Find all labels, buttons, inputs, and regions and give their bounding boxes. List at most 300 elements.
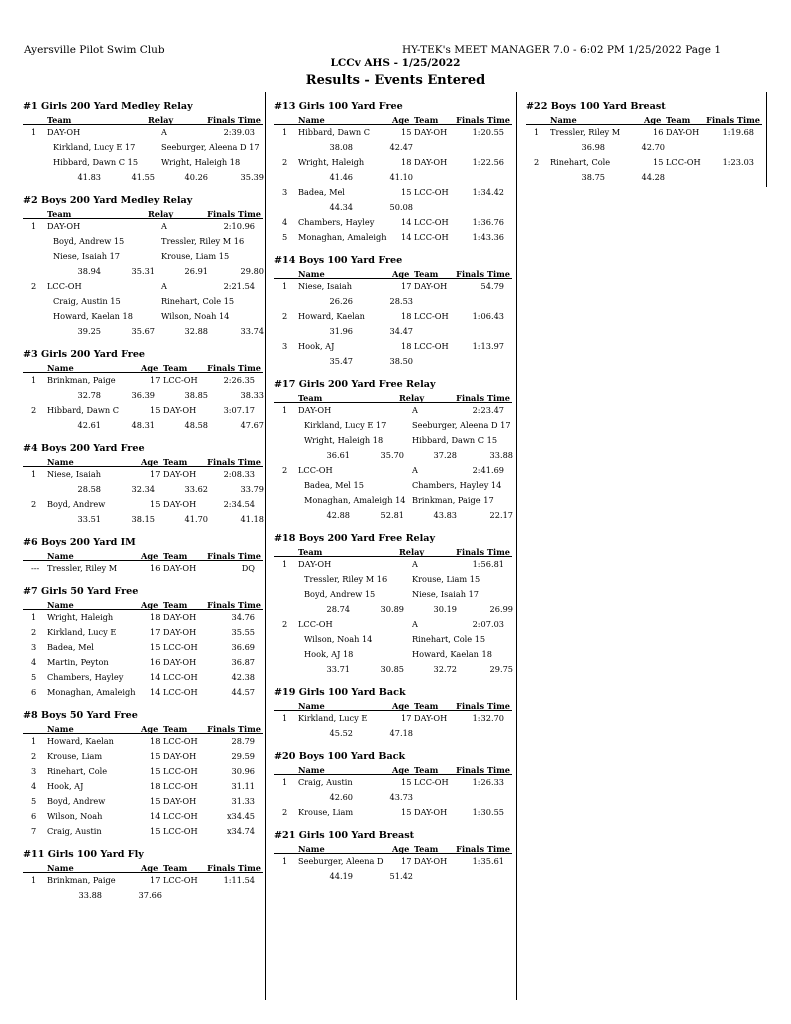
page-title: Results - Events Entered — [305, 73, 486, 88]
swimmer-name: Boyd, Andrew — [47, 499, 106, 509]
swimmer-name: Rinehart, Cole — [47, 766, 108, 776]
split-time: 43.83 — [433, 510, 457, 520]
split-time: 47.18 — [389, 728, 413, 738]
results-column-2 — [274, 100, 512, 893]
age: 15 — [150, 796, 161, 806]
split-time: 38.50 — [389, 356, 413, 366]
split-time: 32.34 — [131, 484, 155, 494]
split-time: 42.70 — [641, 142, 665, 152]
result-row — [274, 309, 512, 324]
header-finals-time: Finals Time — [456, 269, 510, 279]
finals-time: 30.96 — [231, 766, 255, 776]
header-finals-time: Finals Time — [207, 457, 261, 467]
team: DAY-OH — [163, 612, 197, 622]
column-divider — [516, 92, 517, 1000]
header-finals-time: Finals Time — [207, 724, 261, 734]
relay-swimmer: Krouse, Liam 15 — [161, 251, 230, 261]
result-row — [23, 610, 263, 625]
result-row — [274, 433, 512, 448]
finals-time: 1:36.76 — [472, 217, 504, 227]
result-row — [274, 354, 512, 369]
split-time: 31.96 — [329, 326, 353, 336]
split-time: 38.08 — [329, 142, 353, 152]
header-team: Team — [163, 457, 188, 467]
relay-letter: A — [412, 405, 418, 415]
relay-swimmer: Kirkland, Lucy E 17 — [53, 142, 136, 152]
header-finals-time: Finals Time — [456, 115, 510, 125]
finals-time: DQ — [241, 563, 255, 573]
results-header — [23, 722, 263, 734]
result-row — [274, 478, 512, 493]
split-time: 29.80 — [240, 266, 264, 276]
event-title: #20 Boys 100 Yard Back — [274, 751, 406, 762]
split-time: 30.85 — [380, 664, 404, 674]
place: 2 — [31, 627, 37, 637]
header-team: Team — [414, 701, 439, 711]
header-finals-time: Finals Time — [207, 863, 261, 873]
result-row — [274, 711, 512, 726]
age: 18 — [401, 311, 412, 321]
finals-time: 28.79 — [231, 736, 255, 746]
result-row — [23, 625, 263, 640]
header-team: Team — [298, 547, 323, 557]
finals-time: 1:13.97 — [472, 341, 504, 351]
finals-time: 2:26.35 — [223, 375, 255, 385]
swimmer-name: Niese, Isaiah — [298, 281, 352, 291]
result-row — [23, 309, 263, 324]
header-age: Age — [644, 115, 662, 125]
split-time: 30.89 — [380, 604, 404, 614]
split-time: 48.58 — [184, 420, 208, 430]
age: 18 — [401, 157, 412, 167]
swimmer-name: Wright, Haleigh — [47, 612, 114, 622]
team: DAY-OH — [414, 157, 448, 167]
result-row — [274, 200, 512, 215]
column-divider — [766, 92, 767, 187]
swimmer-name: Chambers, Hayley — [47, 672, 124, 682]
finals-time: 2:23.47 — [472, 405, 504, 415]
place: 3 — [282, 341, 288, 351]
header-team: Team — [163, 600, 188, 610]
finals-time: 1:26.33 — [472, 777, 504, 787]
swimmer-name: Howard, Kaelan — [298, 311, 365, 321]
place: 2 — [282, 807, 288, 817]
split-time: 34.47 — [389, 326, 413, 336]
finals-time: x34.74 — [226, 826, 255, 836]
event-title: #6 Boys 200 Yard IM — [23, 537, 136, 548]
software-info: HY-TEK's MEET MANAGER 7.0 - 6:02 PM 1/25/2022 Page 1 — [401, 44, 721, 56]
split-time: 41.10 — [389, 172, 413, 182]
results-header — [23, 549, 263, 561]
place: 1 — [31, 221, 37, 231]
results-header — [274, 699, 512, 711]
result-row — [274, 662, 512, 677]
results-column-1 — [23, 100, 263, 912]
team: DAY-OH — [414, 281, 448, 291]
relay-swimmer: Seeburger, Aleena D 17 — [161, 142, 260, 152]
finals-time: 2:21.54 — [223, 281, 255, 291]
relay-swimmer: Tressler, Riley M 16 — [161, 236, 245, 246]
header-age: Age — [141, 363, 159, 373]
place: 1 — [534, 127, 540, 137]
result-row — [274, 854, 512, 869]
age: 15 — [150, 751, 161, 761]
split-time: 44.28 — [641, 172, 665, 182]
event-block — [274, 829, 512, 884]
age: 18 — [150, 736, 161, 746]
split-time: 44.34 — [329, 202, 353, 212]
split-time: 41.18 — [240, 514, 264, 524]
relay-swimmer: Hibbard, Dawn C 15 — [412, 435, 498, 445]
header-name: Name — [298, 115, 325, 125]
split-time: 28.74 — [326, 604, 350, 614]
result-row — [23, 685, 263, 700]
event-block — [274, 254, 512, 369]
event-title: #4 Boys 200 Yard Free — [23, 443, 145, 454]
header-relay: Relay — [399, 547, 425, 557]
relay-swimmer: Rinehart, Cole 15 — [412, 634, 486, 644]
split-time: 47.67 — [240, 420, 264, 430]
split-time: 51.42 — [389, 871, 413, 881]
event-block — [23, 194, 263, 339]
split-time: 33.79 — [240, 484, 264, 494]
place: 4 — [31, 657, 37, 667]
swimmer-name: Monaghan, Amaleigh — [47, 687, 136, 697]
result-row — [274, 805, 512, 820]
relay-swimmer: Boyd, Andrew 15 — [304, 589, 376, 599]
header-team: Team — [414, 115, 439, 125]
relay-swimmer: Wilson, Noah 14 — [161, 311, 230, 321]
swimmer-name: Rinehart, Cole — [550, 157, 611, 167]
split-time: 35.70 — [380, 450, 404, 460]
place: 1 — [31, 612, 37, 622]
team: LCC-OH — [47, 281, 82, 291]
event-title: #7 Girls 50 Yard Free — [23, 586, 139, 597]
team: LCC-OH — [163, 875, 198, 885]
relay-swimmer: Kirkland, Lucy E 17 — [304, 420, 387, 430]
age: 18 — [401, 341, 412, 351]
result-row — [526, 170, 762, 185]
result-row — [23, 482, 263, 497]
header-finals-time: Finals Time — [456, 765, 510, 775]
result-row — [23, 170, 263, 185]
relay-swimmer: Craig, Austin 15 — [53, 296, 121, 306]
split-time: 26.99 — [489, 604, 513, 614]
result-row — [23, 873, 263, 888]
relay-swimmer: Badea, Mel 15 — [304, 480, 364, 490]
place: 3 — [31, 766, 37, 776]
team: DAY-OH — [163, 405, 197, 415]
swimmer-name: Martin, Peyton — [47, 657, 109, 667]
header-finals-time: Finals Time — [456, 844, 510, 854]
result-row — [274, 140, 512, 155]
age: 14 — [401, 232, 412, 242]
header-age: Age — [141, 600, 159, 610]
finals-time: 44.57 — [231, 687, 255, 697]
split-time: 43.73 — [389, 792, 413, 802]
relay-swimmer: Howard, Kaelan 18 — [53, 311, 133, 321]
header-team: Team — [163, 363, 188, 373]
age: 18 — [150, 612, 161, 622]
team: LCC-OH — [414, 217, 449, 227]
result-row — [274, 170, 512, 185]
place: 2 — [282, 619, 288, 629]
split-time: 41.55 — [131, 172, 155, 182]
result-row — [23, 734, 263, 749]
age: 14 — [150, 672, 161, 682]
place: 4 — [282, 217, 288, 227]
result-row — [274, 215, 512, 230]
header-finals-time: Finals Time — [207, 115, 261, 125]
place: 1 — [31, 469, 37, 479]
result-row — [274, 493, 512, 508]
result-row — [23, 497, 263, 512]
swimmer-name: Boyd, Andrew — [47, 796, 106, 806]
header-age: Age — [392, 844, 410, 854]
result-row — [274, 155, 512, 170]
relay-swimmer: Wilson, Noah 14 — [304, 634, 373, 644]
header-finals-time: Finals Time — [207, 551, 261, 561]
finals-time: 2:07.03 — [472, 619, 504, 629]
result-row — [274, 279, 512, 294]
header-finals-time: Finals Time — [456, 701, 510, 711]
header-team: Team — [666, 115, 691, 125]
event-block — [23, 348, 263, 433]
team: LCC-OH — [163, 766, 198, 776]
split-time: 50.08 — [389, 202, 413, 212]
relay-letter: A — [161, 127, 167, 137]
header-name: Name — [298, 701, 325, 711]
relay-swimmer: Monaghan, Amaleigh 14 — [304, 495, 406, 505]
result-row — [23, 249, 263, 264]
header-finals-time: Finals Time — [456, 547, 510, 557]
result-row — [274, 617, 512, 632]
team: DAY-OH — [163, 563, 197, 573]
event-title: #17 Girls 200 Yard Free Relay — [274, 379, 436, 390]
result-row — [23, 779, 263, 794]
result-row — [23, 640, 263, 655]
results-header — [274, 113, 512, 125]
relay-swimmer: Howard, Kaelan 18 — [412, 649, 492, 659]
relay-swimmer: Hook, AJ 18 — [304, 649, 354, 659]
swimmer-name: Brinkman, Paige — [47, 875, 116, 885]
swimmer-name: Brinkman, Paige — [47, 375, 116, 385]
result-row — [274, 403, 512, 418]
split-time: 42.47 — [389, 142, 413, 152]
finals-time: 3:07.17 — [223, 405, 255, 415]
swimmer-name: Tressler, Riley M — [550, 127, 621, 137]
age: 18 — [150, 781, 161, 791]
finals-time: 34.76 — [231, 612, 255, 622]
finals-time: 1:34.42 — [472, 187, 504, 197]
header-relay: Relay — [399, 393, 425, 403]
split-time: 33.88 — [78, 890, 102, 900]
split-time: 28.53 — [389, 296, 413, 306]
split-time: 42.88 — [326, 510, 350, 520]
result-row — [274, 185, 512, 200]
place: 4 — [31, 781, 37, 791]
age: 14 — [401, 217, 412, 227]
event-block — [23, 442, 263, 527]
team: DAY-OH — [47, 221, 81, 231]
result-row — [23, 764, 263, 779]
result-row — [23, 418, 263, 433]
header-name: Name — [550, 115, 577, 125]
result-row — [23, 294, 263, 309]
age: 14 — [150, 687, 161, 697]
age: 16 — [653, 127, 664, 137]
place: 1 — [282, 777, 288, 787]
finals-time: 2:10.96 — [223, 221, 255, 231]
relay-swimmer: Brinkman, Paige 17 — [412, 495, 494, 505]
place: 5 — [31, 796, 37, 806]
swimmer-name: Krouse, Liam — [47, 751, 103, 761]
result-row — [23, 403, 263, 418]
swimmer-name: Craig, Austin — [47, 826, 102, 836]
place: 1 — [31, 127, 37, 137]
finals-time: 36.87 — [231, 657, 255, 667]
finals-time: 1:43.36 — [472, 232, 504, 242]
finals-time: 1:20.55 — [472, 127, 504, 137]
finals-time: 29.59 — [231, 751, 255, 761]
age: 15 — [150, 766, 161, 776]
swimmer-name: Tressler, Riley M — [47, 563, 118, 573]
header-name: Name — [47, 600, 74, 610]
relay-swimmer: Krouse, Liam 15 — [412, 574, 481, 584]
result-row — [23, 219, 263, 234]
split-time: 32.78 — [77, 390, 101, 400]
relay-swimmer: Chambers, Hayley 14 — [412, 480, 502, 490]
split-time: 29.75 — [489, 664, 513, 674]
event-block — [23, 585, 263, 700]
split-time: 28.58 — [77, 484, 101, 494]
team: DAY-OH — [163, 751, 197, 761]
place: 7 — [31, 826, 37, 836]
result-row — [526, 125, 762, 140]
team: DAY-OH — [298, 405, 332, 415]
result-row — [23, 794, 263, 809]
finals-time: 1:11.54 — [223, 875, 255, 885]
result-row — [274, 508, 512, 523]
swimmer-name: Kirkland, Lucy E — [47, 627, 117, 637]
event-title: #19 Girls 100 Yard Back — [274, 687, 406, 698]
header-team: Team — [163, 551, 188, 561]
header-team: Team — [163, 863, 188, 873]
finals-time: 1:56.81 — [472, 559, 504, 569]
age: 17 — [401, 713, 412, 723]
results-header — [23, 861, 263, 873]
split-time: 37.28 — [433, 450, 457, 460]
column-divider — [265, 92, 266, 1000]
place: 2 — [31, 751, 37, 761]
finals-time: 2:08.33 — [223, 469, 255, 479]
relay-swimmer: Rinehart, Cole 15 — [161, 296, 235, 306]
split-time: 33.74 — [240, 326, 264, 336]
split-time: 39.25 — [77, 326, 101, 336]
event-title: #13 Girls 100 Yard Free — [274, 101, 403, 112]
team: DAY-OH — [47, 127, 81, 137]
split-time: 40.26 — [184, 172, 208, 182]
meet-name: LCCv AHS - 1/25/2022 — [330, 57, 461, 69]
finals-time: 31.33 — [231, 796, 255, 806]
results-header — [23, 455, 263, 467]
split-time: 33.51 — [77, 514, 101, 524]
results-header — [23, 113, 263, 125]
relay-letter: A — [412, 465, 418, 475]
results-header — [274, 545, 512, 557]
split-time: 35.31 — [131, 266, 155, 276]
finals-time: 1:35.61 — [472, 856, 504, 866]
result-row — [274, 294, 512, 309]
result-row — [274, 448, 512, 463]
header-name: Name — [47, 863, 74, 873]
relay-swimmer: Tressler, Riley M 16 — [304, 574, 388, 584]
event-block — [23, 709, 263, 839]
relay-swimmer: Wright, Haleigh 18 — [161, 157, 241, 167]
result-row — [23, 279, 263, 294]
team: DAY-OH — [414, 856, 448, 866]
result-row — [274, 572, 512, 587]
header-finals-time: Finals Time — [207, 209, 261, 219]
result-row — [23, 264, 263, 279]
result-row — [23, 655, 263, 670]
header-team: Team — [414, 765, 439, 775]
age: 15 — [401, 807, 412, 817]
team: LCC-OH — [163, 687, 198, 697]
header-name: Name — [47, 551, 74, 561]
team: LCC-OH — [666, 157, 701, 167]
age: 15 — [653, 157, 664, 167]
header-team: Team — [163, 724, 188, 734]
result-row — [526, 155, 762, 170]
finals-time: 35.55 — [231, 627, 255, 637]
event-title: #14 Boys 100 Yard Free — [274, 255, 403, 266]
split-time: 35.39 — [240, 172, 264, 182]
age: 15 — [401, 127, 412, 137]
header-team: Team — [298, 393, 323, 403]
place: 6 — [31, 811, 37, 821]
place: --- — [31, 563, 40, 573]
place: 1 — [282, 405, 288, 415]
result-row — [23, 749, 263, 764]
team: DAY-OH — [666, 127, 700, 137]
finals-time: x34.45 — [226, 811, 255, 821]
result-row — [274, 632, 512, 647]
swimmer-name: Seeburger, Aleena D — [298, 856, 384, 866]
split-time: 36.61 — [326, 450, 350, 460]
result-row — [23, 140, 263, 155]
swimmer-name: Kirkland, Lucy E — [298, 713, 368, 723]
team: LCC-OH — [163, 642, 198, 652]
swimmer-name: Wilson, Noah — [47, 811, 103, 821]
finals-time: 1:19.68 — [722, 127, 754, 137]
split-time: 38.15 — [131, 514, 155, 524]
team: LCC-OH — [298, 465, 333, 475]
team: LCC-OH — [414, 311, 449, 321]
finals-time: 42.38 — [231, 672, 255, 682]
results-header — [23, 207, 263, 219]
split-time: 36.39 — [131, 390, 155, 400]
header-team: Team — [414, 844, 439, 854]
team: LCC-OH — [414, 232, 449, 242]
age: 17 — [150, 375, 161, 385]
split-time: 26.26 — [329, 296, 353, 306]
relay-swimmer: Wright, Haleigh 18 — [304, 435, 384, 445]
event-block — [23, 848, 263, 903]
place: 1 — [282, 559, 288, 569]
header-team: Team — [47, 209, 72, 219]
results-header — [274, 842, 512, 854]
